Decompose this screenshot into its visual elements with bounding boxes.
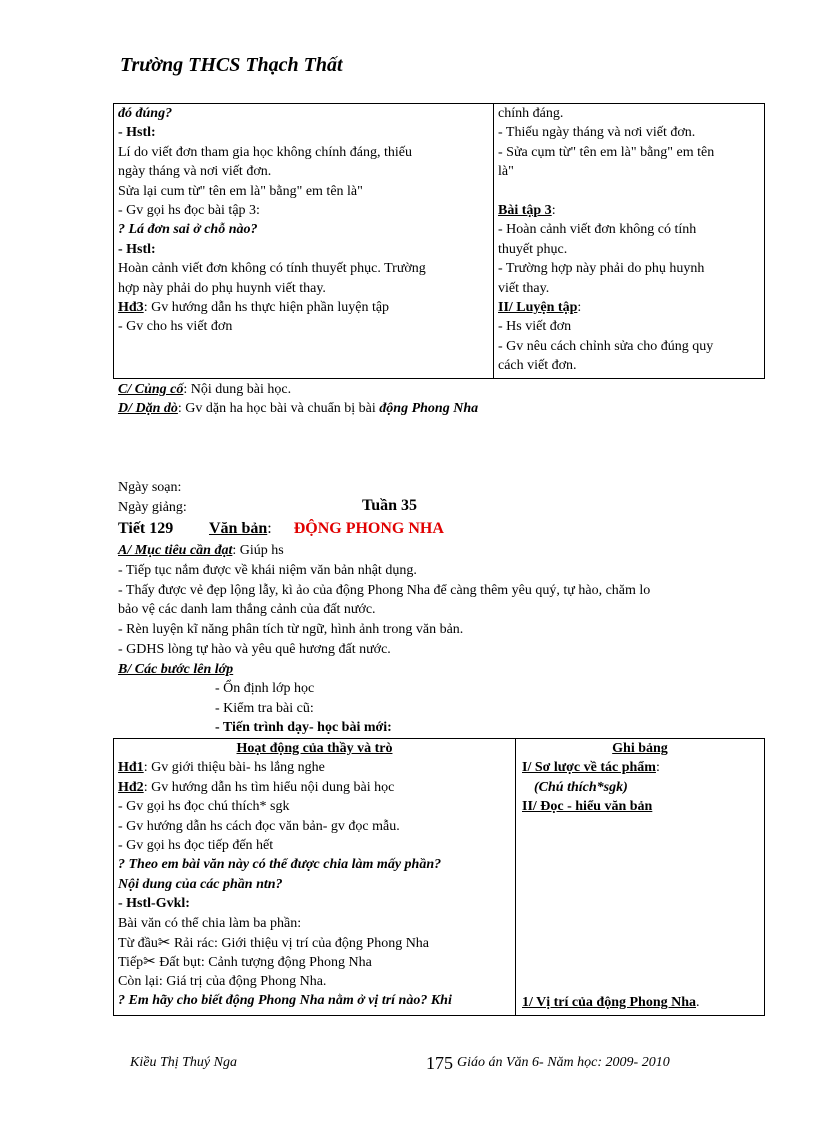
board-item-3-label: 1/ Vị trí của động Phong Nha <box>522 995 696 1010</box>
text-line: - Sửa cụm từ" tên em là" bằng" em tên <box>498 144 715 160</box>
teacher-student-heading: Hoạt động của thầy và trò <box>236 741 393 756</box>
text-line <box>118 933 511 952</box>
text-line <box>498 182 760 201</box>
consolidation-label: C/ Củng cố <box>118 382 184 397</box>
scissors-icon: ✂ <box>143 952 156 971</box>
step-item: - Tiến trình dạy- học bài mới: <box>215 720 392 735</box>
text-line: - Gv gọi hs đọc bài tập 3: <box>118 202 260 218</box>
homework-next-lesson: động Phong Nha <box>379 401 479 416</box>
text-line: Bài văn có thể chia làm ba phần: <box>118 915 302 931</box>
board-item-1-label: I/ Sơ lược về tác phẩm <box>522 760 656 776</box>
table2-right-cell <box>516 739 765 1016</box>
step-item: - Ổn định lớp học <box>215 681 315 696</box>
homework-line <box>118 399 478 418</box>
lesson-title-line <box>118 519 444 538</box>
line-prefix: Tiếp <box>118 955 144 971</box>
objective-item: bảo vệ các danh lam thắng cảnh của đất nước. <box>118 602 376 618</box>
board-item-3 <box>522 993 700 1012</box>
text-line: cách viết đơn. <box>498 358 577 374</box>
line-text: Rải rác: Giới thiệu vị trí của động Phong Nha <box>170 935 430 951</box>
page-number: 175 <box>426 1053 453 1073</box>
line-text: Đất bụt: Cảnh tượng động Phong Nha <box>155 955 372 971</box>
line-text: : Gv hướng dẫn hs thực hiện phần luyện tập <box>143 299 390 315</box>
text-line: - Gv cho hs viết đơn <box>118 319 233 335</box>
period-number: Tiết 129 <box>118 520 174 537</box>
board-item-2: II/ Đọc - hiểu văn bản <box>522 799 653 815</box>
line-text: : <box>577 299 582 315</box>
text-line: Nội dung của các phần ntn? <box>118 876 283 892</box>
text-line: - Trường hợp này phải do phụ huynh <box>498 261 705 277</box>
consolidation-text: : Nội dung bài học. <box>183 382 292 397</box>
board-item-1-colon: : <box>655 760 660 776</box>
table2-left-cell <box>114 739 516 1016</box>
text-label: Văn bản <box>208 520 268 537</box>
text-line <box>118 778 511 797</box>
text-line: ? Theo em bài văn này có thể được chia làm mấy phần? <box>118 857 442 873</box>
text-line: - Gv nêu cách chỉnh sửa cho đúng quy <box>498 338 714 354</box>
line-prefix: Bài tập 3 <box>498 202 552 218</box>
text-line: - Hstl-Gvkl: <box>118 896 190 912</box>
text-line: là" <box>498 164 514 180</box>
footer-course: Giáo án Văn 6- Năm học: 2009- 2010 <box>457 1055 670 1070</box>
text-line: - Hoàn cảnh viết đơn không có tính <box>498 222 697 238</box>
text-line: thuyết phục. <box>498 241 568 257</box>
text-line: ? Lá đơn sai ở chỗ nào? <box>118 222 258 238</box>
text-line: đó đúng? <box>118 106 173 121</box>
board-item-1-note: (Chú thích*sgk) <box>534 779 628 795</box>
line-prefix: Hđ1 <box>118 760 144 776</box>
line-prefix: Hđ3 <box>118 299 144 315</box>
line-prefix: Hđ2 <box>118 779 144 795</box>
line-prefix: Từ đầu <box>118 935 158 951</box>
homework-text: : Gv dặn ha học bài và chuẩn bị bài <box>177 401 380 416</box>
objectives-text: : Giúp hs <box>232 543 284 558</box>
text-line: Sửa lại cum từ" tên em là" bằng" em tên là" <box>118 183 363 199</box>
text-line <box>118 758 511 777</box>
school-header: Trường THCS Thạch Thất <box>120 54 343 76</box>
objective-item: - Tiếp tục nắm được về khái niệm văn bản nhật dụng. <box>118 563 417 578</box>
board-item-1 <box>520 758 760 777</box>
step-item: - Kiểm tra bài cũ: <box>215 700 314 716</box>
text-line: Còn lại: Giá trị của động Phong Nha. <box>118 973 327 989</box>
text-line: - Thiếu ngày tháng và nơi viết đơn. <box>498 125 696 141</box>
text-line: viết thay. <box>498 280 550 296</box>
text-line <box>498 298 760 317</box>
table1-left-cell <box>114 104 494 379</box>
text-line: - Gv gọi hs đọc chú thích* sgk <box>118 799 290 815</box>
footer-author: Kiều Thị Thuý Nga <box>130 1055 237 1070</box>
line-text: : Gv hướng dẫn hs tìm hiểu nội dung bài học <box>143 779 395 795</box>
line-text: : <box>551 202 556 218</box>
homework-label: D/ Dặn dò <box>118 401 178 416</box>
teach-date: Ngày giảng: <box>118 500 187 515</box>
text-line <box>118 298 489 317</box>
line-text: : Gv giới thiệu bài- hs lắng nghe <box>143 760 325 776</box>
text-line: ngày tháng và nơi viết đơn. <box>118 164 272 180</box>
objectives-label: A/ Mục tiêu cần đạt <box>118 543 233 558</box>
text-line: chính đáng. <box>498 106 564 121</box>
line-prefix: II/ Luyện tập <box>498 299 578 315</box>
text-line: ? Em hãy cho biết động Phong Nha nằm ở vị trí nào? Khi <box>118 993 452 1009</box>
text-line <box>118 952 511 971</box>
text-line: - Hstl: <box>118 125 156 141</box>
text-line: - Hstl: <box>118 241 156 257</box>
objectives-heading <box>118 541 284 560</box>
text-line <box>498 201 760 220</box>
objective-item: - Rèn luyện kĩ năng phân tích từ ngữ, hình ảnh trong văn bản. <box>118 622 464 638</box>
objective-item: - Thấy được vẻ đẹp lộng lẫy, kì ảo của động Phong Nha để càng thêm yêu quý, tự hào, chăm lo <box>118 582 651 598</box>
board-heading: Ghi bảng <box>612 741 668 756</box>
lesson-title: ĐỘNG PHONG NHA <box>293 520 444 537</box>
consolidation-line <box>118 380 291 399</box>
board-item-3-end: . <box>696 995 700 1010</box>
objective-item: - GDHS lòng tự hào và yêu quê hương đất nước. <box>118 641 391 657</box>
text-line: Lí do viết đơn tham gia học không chính đáng, thiếu <box>118 144 412 160</box>
text-line: - Gv hướng dẫn hs cách đọc văn bản- gv đọc mẫu. <box>118 818 400 834</box>
text-line: hợp này phải do phụ huynh viết thay. <box>118 280 326 296</box>
steps-heading: B/ Các bước lên lớp <box>118 662 234 677</box>
text-colon: : <box>267 520 272 537</box>
table1-right-cell <box>494 104 765 379</box>
scissors-icon: ✂ <box>157 932 171 951</box>
text-line: Hoàn cảnh viết đơn không có tính thuyết phục. Trường <box>118 261 426 277</box>
activity-table-1 <box>113 103 765 379</box>
week-label: Tuần 35 <box>362 497 417 514</box>
prep-date: Ngày soạn: <box>118 480 182 495</box>
text-line: - Gv gọi hs đọc tiếp đến hết <box>118 837 274 853</box>
text-line: - Hs viết đơn <box>498 319 572 335</box>
activity-table-2 <box>113 738 765 1016</box>
